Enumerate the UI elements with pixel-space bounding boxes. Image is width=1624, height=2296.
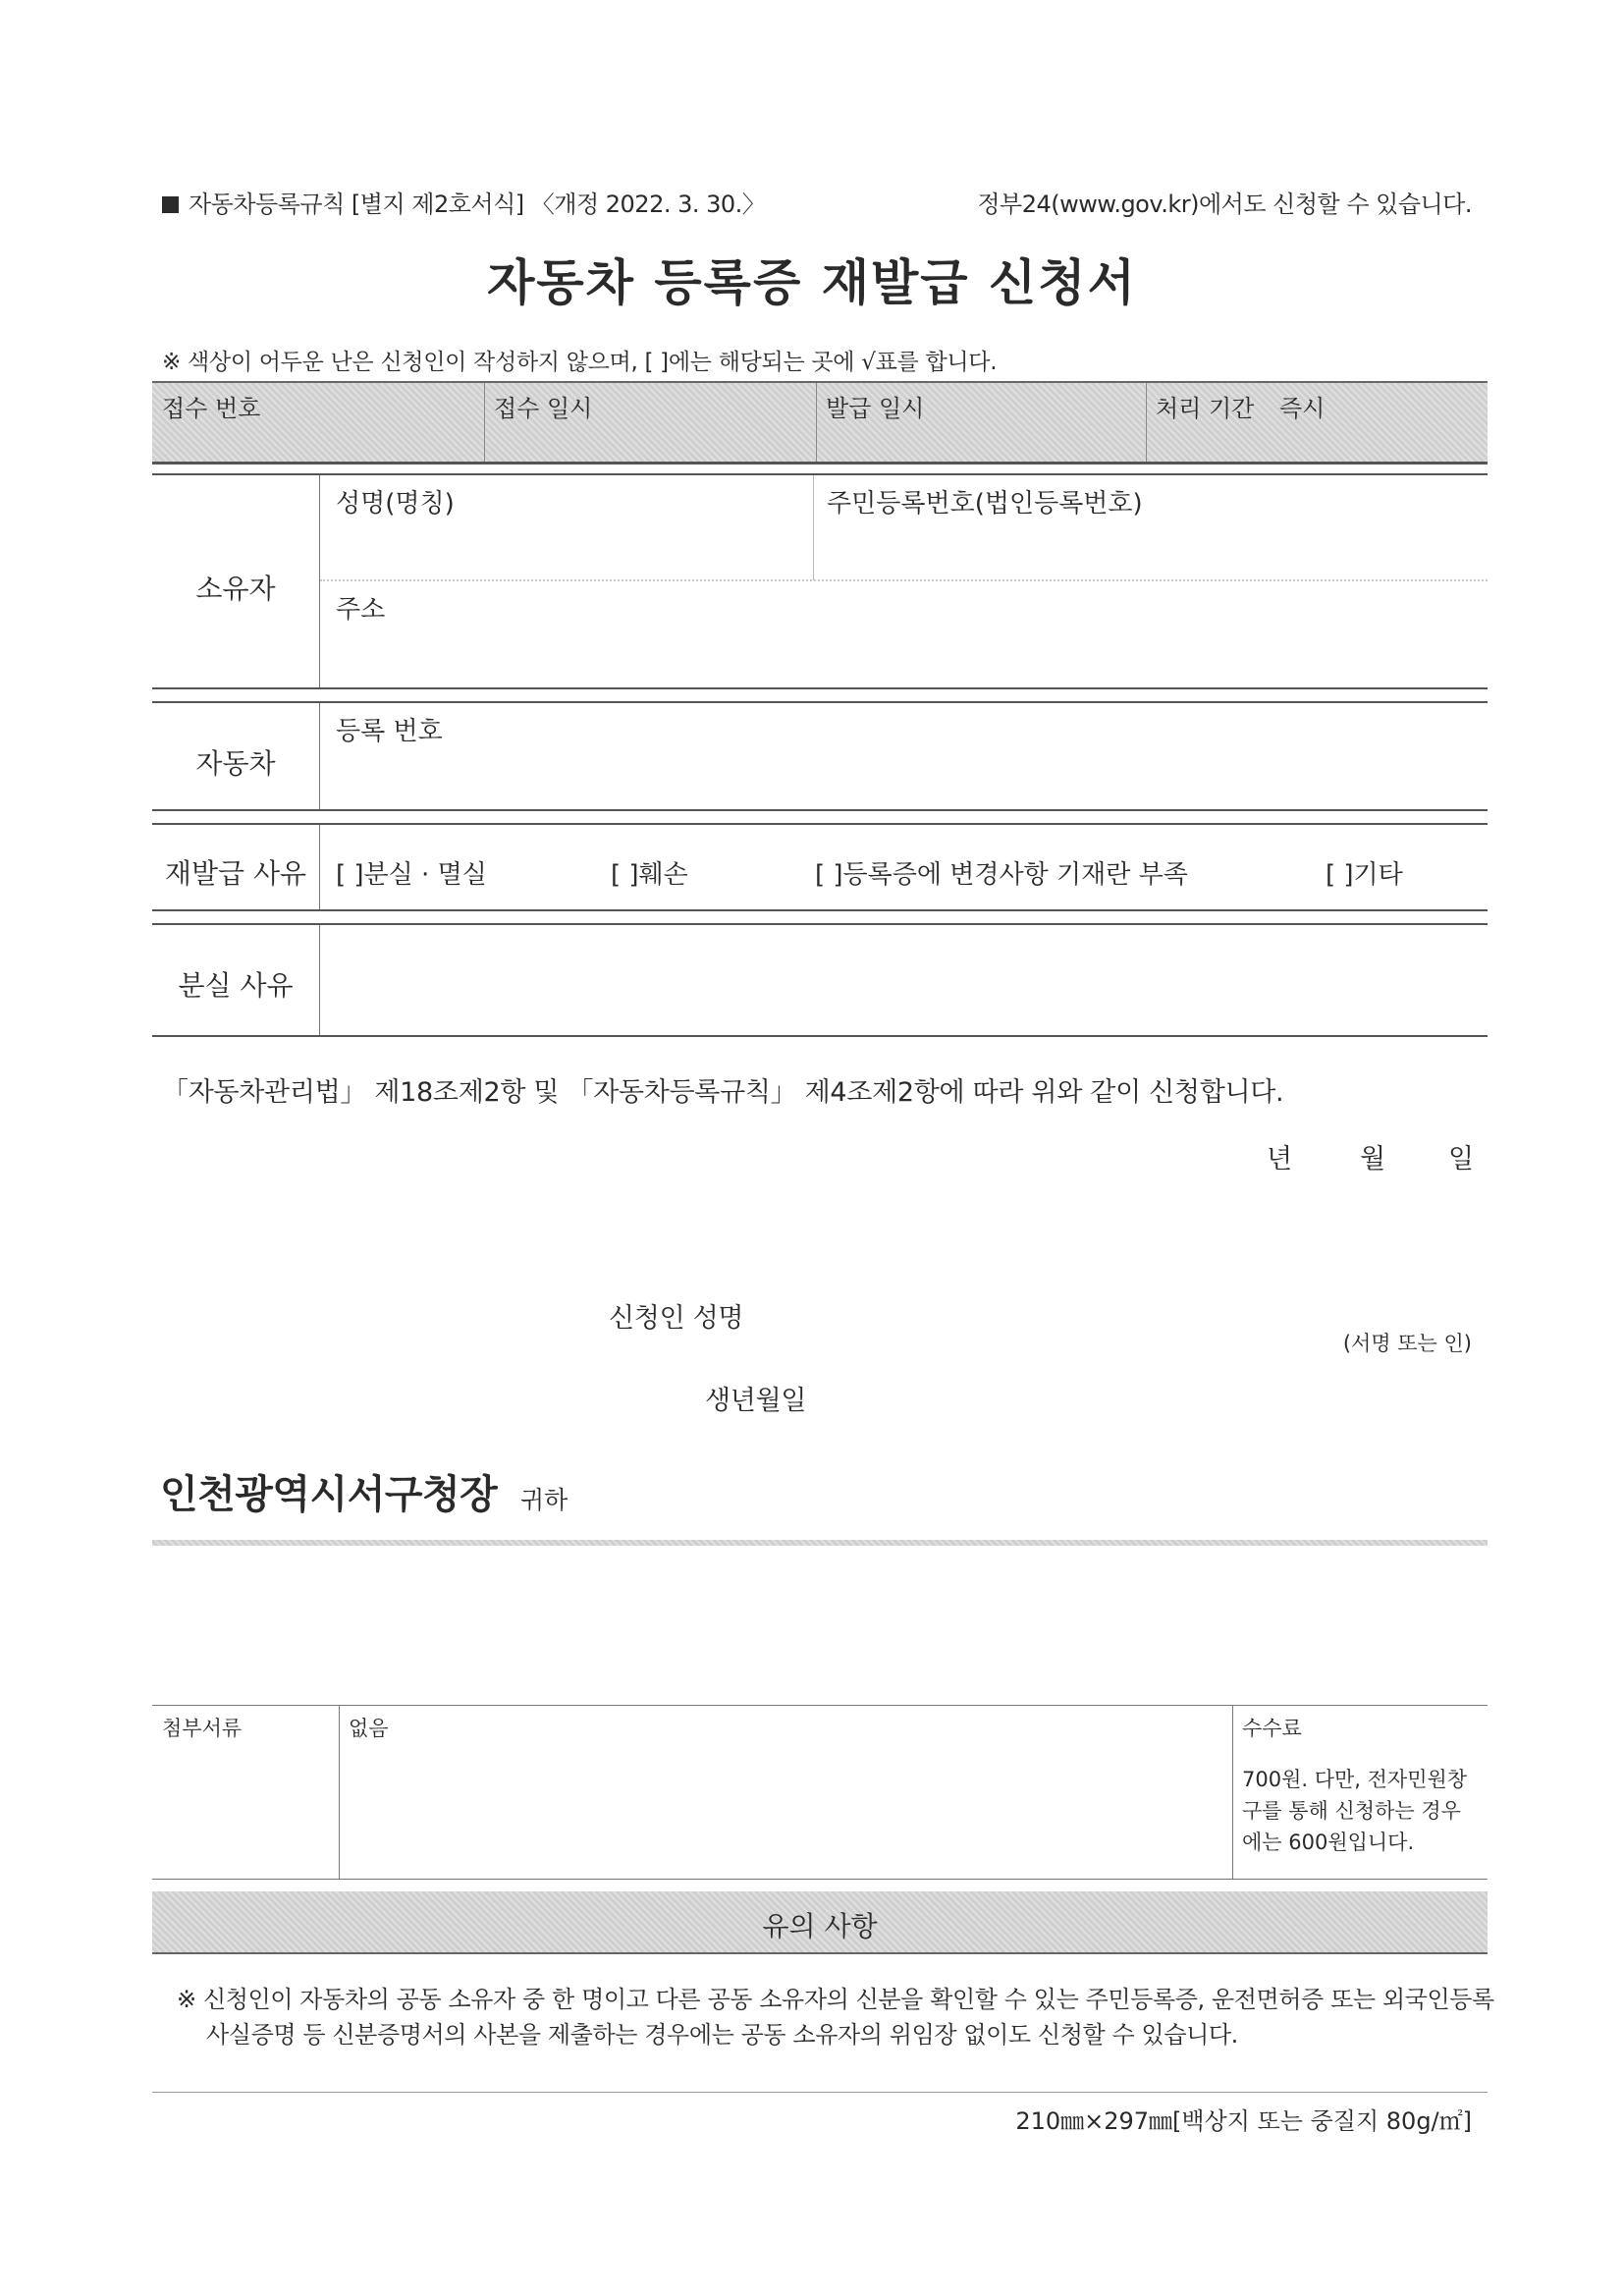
column-divider (1232, 1706, 1233, 1879)
fee-line: 700원. 다만, 전자민원창 (1242, 1768, 1468, 1791)
fee-description (1242, 1764, 1467, 1858)
reason-option-other[interactable]: [ ]기타 (1326, 860, 1403, 890)
paper-spec: 210㎜×297㎜[백상지 또는 중질지 80g/㎡] (1015, 2107, 1472, 2135)
processing-period-value: 즉시 (1279, 395, 1326, 422)
section-rule (152, 909, 1488, 911)
reason-option-no-space[interactable]: [ ]등록증에 변경사항 기재란 부족 (815, 860, 1188, 890)
square-bullet-icon (162, 196, 179, 213)
section-rule (152, 809, 1488, 811)
date-month-label: 월 (1360, 1144, 1385, 1175)
band-divider (816, 383, 817, 462)
reason-option-lost[interactable]: [ ]분실 · 멸실 (336, 860, 487, 890)
row-separator (320, 579, 1488, 581)
recipient-name: 인천광역시서구청장 (160, 1472, 498, 1517)
table-rule (152, 1705, 1488, 1706)
instruction-note: ※ 색상이 어두운 난은 신청인이 작성하지 않으며, [ ]에는 해당되는 곳에 √표를 합니다. (162, 350, 998, 375)
date-year-label: 년 (1267, 1144, 1292, 1175)
form-reference (162, 185, 765, 219)
section-rule (152, 823, 1488, 825)
reason-option-damaged[interactable]: [ ]훼손 (611, 860, 688, 890)
reissue-reason-label: 재발급 사유 (164, 857, 307, 890)
vehicle-section-label: 자동차 (195, 747, 276, 780)
fee-line: 에는 600원입니다. (1242, 1831, 1415, 1854)
section-rule (152, 1035, 1488, 1037)
attachments-label: 첨부서류 (162, 1717, 243, 1740)
applicant-name-label: 신청인 성명 (609, 1303, 744, 1334)
owner-id-field[interactable] (814, 475, 1488, 579)
registration-number-label: 등록 번호 (336, 717, 443, 746)
band-divider (484, 383, 485, 462)
form-reference-text: 자동차등록규칙 [별지 제2호서식] 〈개정 2022. 3. 30.〉 (189, 191, 766, 218)
notice-line: ※ 신청인이 자동차의 공동 소유자 중 한 명이고 다른 공동 소유자의 신분을 확인할 수 있는 주민등록증, 운전면허증 또는 외국인등록 (177, 1986, 1494, 2013)
fee-label: 수수료 (1242, 1717, 1302, 1740)
date-day-label: 일 (1448, 1144, 1474, 1175)
loss-reason-label: 분실 사유 (178, 969, 294, 1002)
processing-period-label: 처리 기간 (1156, 395, 1255, 422)
issue-date-label: 발급 일시 (826, 395, 925, 422)
recipient-rule (152, 1540, 1488, 1546)
notice-line: 사실증명 등 신분증명서의 사본을 제출하는 경우에는 공동 소유자의 위임장 없이도 신청할 수 있습니다. (206, 2021, 1238, 2049)
owner-name-label: 성명(명칭) (336, 489, 455, 519)
table-rule (152, 1879, 1488, 1880)
registration-number-field[interactable] (320, 703, 1488, 809)
recipient-suffix: 귀하 (520, 1486, 568, 1514)
receipt-date-label: 접수 일시 (494, 395, 593, 422)
attachments-value: 없음 (349, 1717, 389, 1740)
owner-name-field[interactable] (319, 475, 813, 579)
owner-id-label: 주민등록번호(법인등록번호) (827, 489, 1143, 519)
fee-line: 구를 통해 신청하는 경우 (1242, 1799, 1461, 1823)
band-divider (1146, 383, 1147, 462)
owner-address-field[interactable] (320, 582, 1488, 687)
applicant-birth-label: 생년월일 (705, 1386, 807, 1416)
receipt-number-label: 접수 번호 (162, 395, 261, 422)
owner-address-label: 주소 (336, 595, 386, 625)
online-application-note: 정부24(www.gov.kr)에서도 신청할 수 있습니다. (977, 191, 1472, 218)
form-title: 자동차 등록증 재발급 신청서 (487, 254, 1137, 311)
declaration-text: 「자동차관리법」 제18조제2항 및 「자동차등록규칙」 제4조제2항에 따라 위와 같이 신청합니다. (162, 1077, 1284, 1108)
column-divider (339, 1706, 340, 1879)
loss-reason-field[interactable] (320, 925, 1488, 1035)
office-use-band (152, 381, 1488, 465)
owner-section-label: 소유자 (195, 573, 276, 605)
column-divider (319, 825, 320, 909)
notice-title-band (152, 1891, 1488, 1954)
section-rule (152, 687, 1488, 689)
notice-title: 유의 사항 (762, 1910, 878, 1942)
signature-label: (서명 또는 인) (1342, 1332, 1472, 1355)
footer-rule (152, 2092, 1488, 2093)
